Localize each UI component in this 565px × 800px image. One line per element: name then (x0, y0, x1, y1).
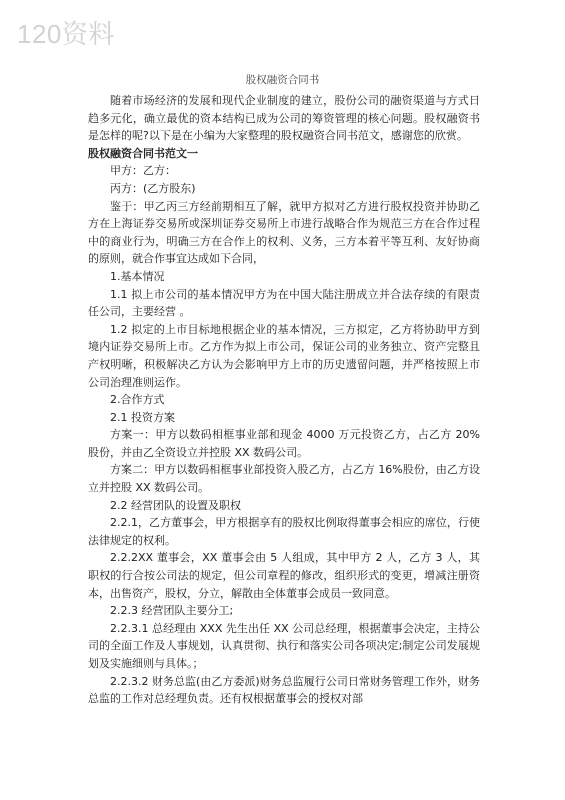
party-line-2: 丙方：(乙方股东) (110, 181, 196, 195)
clause-2-2-1: 2.2.1，乙方董事会，甲方根据享有的股权比例取得董事会相应的席位，行使法律规定的权利。 (88, 516, 480, 547)
clause-heading-2: 2.合作方式 (110, 393, 165, 407)
party-line-1: 甲方：乙方： (110, 164, 176, 178)
clause-2-2-2: 2.2.2XX 董事会，XX 董事会由 5 人组成，其中甲方 2 人，乙方 3 人，其职权的行合按公司法的规定，但公司章程的修改，组织形式的变更，增减注册资本，出售资产，股权，分立，解散由全体董事会成员一致同意。 (88, 551, 480, 600)
watermark: 120资料 (17, 19, 115, 49)
clause-2-2-3-2: 2.2.3.2 财务总监(由乙方委派)财务总监履行公司日常财务管理工作外，财务总监的工作对总经理负责。还有权根据董事会的授权对部 (88, 674, 480, 706)
clause-2-2-3-1: 2.2.3.1 总经理由 XXX 先生出任 XX 公司总经理，根据董事会决定，主持公司的全面工作及人事规划，认真贯彻、执行和落实公司各项决定;制定公司发展规划及实施细则与具体。； (88, 621, 480, 670)
plan-one: 方案一：甲方以数码相框事业部和现金 4000 万元投资乙方，占乙方 20%股份，并由乙全资设立并控股 XX 数码公司。 (88, 428, 480, 459)
clause-2-1: 2.1 投资方案 (110, 410, 175, 424)
clause-2-2-3: 2.2.3 经营团队主要分工; (110, 604, 234, 618)
document-body (88, 92, 480, 708)
preamble-paragraph: 鉴于：甲乙丙三方经前期相互了解，就甲方拟对乙方进行股权投资并协助乙方在上海证券交易所或深圳证券交易所上市进行战略合作为规范三方在合作过程中的商业行为，明确三方在合作上的权利、义务，三方本着平等互利、友好协商的原则，就合作事宜达成如下合同， (88, 199, 480, 266)
clause-heading-1: 1.基本情况 (110, 269, 165, 283)
intro-paragraph: 随着市场经济的发展和现代企业制度的建立，股份公司的融资渠道与方式日趋多元化，确立最优的资本结构已成为公司的筹资管理的核心问题。股权融资书是怎样的呢?以下是在小编为大家整理的股权融资合同书范文，感谢您的欣赏。 (88, 94, 480, 143)
document-title: 股权融资合同书 (245, 74, 320, 86)
clause-1-2: 1.2 拟定的上市目标地根据企业的基本情况，三方拟定，乙方将协助甲方到境内证券交易所上市。乙方作为拟上市公司，保证公司的业务独立、资产完整且产权明晰，积极解决乙方认为会影响甲方上市的历史遗留问题，并严格按照上市公司治理准则运作。 (88, 322, 480, 389)
plan-two: 方案二：甲方以数码相框事业部投资入股乙方，占乙方 16%股份，由乙方设立并控股 XX 数码公司。 (88, 463, 480, 495)
section-heading: 股权融资合同书范文一 (88, 146, 198, 160)
clause-2-2: 2.2 经营团队的设置及职权 (110, 498, 241, 512)
clause-1-1: 1.1 拟上市公司的基本情况甲方为在中国大陆注册成立并合法存续的有限责任公司，主要经营 。 (88, 287, 480, 319)
